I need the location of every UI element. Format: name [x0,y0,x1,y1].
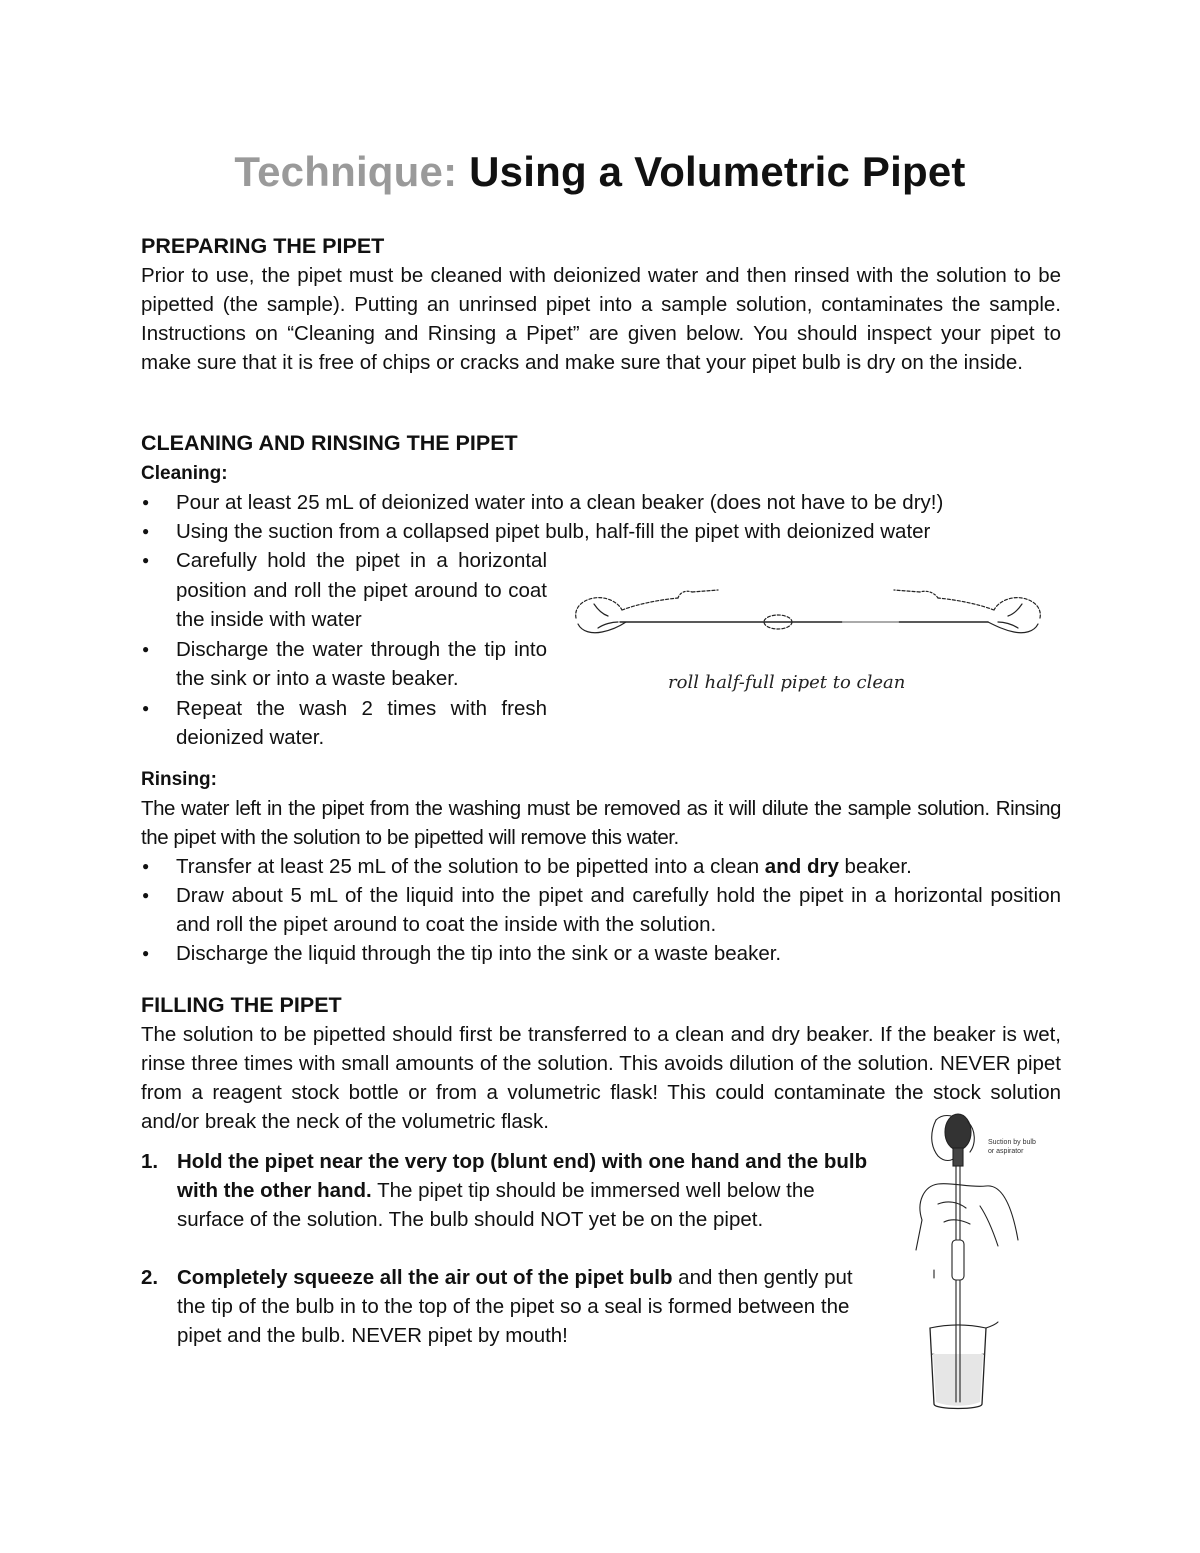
heading-preparing: PREPARING THE PIPET [141,234,385,258]
heading-cleaning-rinsing: CLEANING AND RINSING THE PIPET [141,431,518,455]
title-prefix: Technique: [234,148,458,195]
list-item: ● Repeat the wash 2 times with fresh deionized water. [141,694,547,753]
step-bold-text: Completely squeeze all the air out of the pipet bulb [177,1266,673,1289]
step-number: 2. [141,1266,159,1289]
list-item: ● Discharge the water through the tip into the sink or into a waste beaker. [141,635,547,694]
page-title [0,148,1200,196]
list-item: ● Pour at least 25 mL of deionized water into a clean beaker (does not have to be dry!) [141,488,1061,517]
rinsing-label: Rinsing: [141,769,217,790]
cleaning-list-narrow [141,546,547,753]
list-item: ● Discharge the liquid through the tip into the sink or a waste beaker. [141,939,1061,968]
figure-label-aspirator: or aspirator [988,1148,1024,1155]
rinsing-item-bold: and dry [764,855,839,878]
list-item: ● Using the suction from a collapsed pipet bulb, half-fill the pipet with deionized water [141,517,1061,546]
list-item [141,852,1061,881]
figure-label-suction: Suction by bulb [988,1139,1036,1146]
step-text: The pipet tip should be immersed well below the surface of the solution. The bulb should NOT yet be on the pipet. [177,1179,815,1231]
title-main: Using a Volumetric Pipet [469,148,966,195]
step-number: 1. [141,1150,159,1173]
roll-figure-caption: roll half-full pipet to clean [668,672,906,693]
pipet-filling-illustration [908,1110,1038,1415]
preparing-paragraph: Prior to use, the pipet must be cleaned with deionized water and then rinsed with the solution to be pipetted (the sample). Putting an unrinsed pipet into a sample solution, contaminates the sample. Instructions on “Cleaning and Rinsing a Pipet” are given below. You should inspect your pipet to make sure that it is free of chips or cracks and make sure that your pipet bulb is dry on the inside. [141,264,1061,374]
filling-steps [141,1147,886,1350]
rinsing-list [141,852,1061,968]
rinsing-item-text: Transfer at least 25 mL of the solution to be pipetted into a clean [176,855,765,878]
list-item [141,1147,886,1234]
filling-steps-list [141,1147,886,1350]
section-rinsing [141,766,1061,968]
rinsing-paragraph: The water left in the pipet from the washing must be removed as it will dilute the sample solution. Rinsing the pipet with the solution to be pipetted will remove this water. [141,797,1061,849]
heading-filling: FILLING THE PIPET [141,993,342,1017]
rinsing-item-text: beaker. [838,855,912,878]
step-text: and then gently put the tip of the bulb in to the top of the pipet so a seal is formed between the pipet and the bulb. NEVER pipet by mouth! [177,1266,853,1347]
list-item [141,1263,886,1350]
list-item: ● Carefully hold the pipet in a horizontal position and roll the pipet around to coat the inside with water [141,546,547,635]
cleaning-label: Cleaning: [141,463,228,484]
cleaning-list-full [141,488,1061,546]
section-preparing [141,231,1061,377]
roll-pipet-illustration [568,584,1048,644]
step-bold-text: Hold the pipet near the very top (blunt end) with one hand and the bulb with the other hand. [177,1150,868,1202]
list-item: ● Draw about 5 mL of the liquid into the pipet and carefully hold the pipet in a horizontal position and roll the pipet around to coat the inside with the solution. [141,881,1061,939]
filling-paragraph: The solution to be pipetted should first be transferred to a clean and dry beaker. If the beaker is wet, rinse three times with small amounts of the solution. This avoids dilution of the solution. NEVER pipet from a reagent stock bottle or from a volumetric flask! This could contaminate the stock solution and/or break the neck of the volumetric flask. [141,1023,1061,1133]
